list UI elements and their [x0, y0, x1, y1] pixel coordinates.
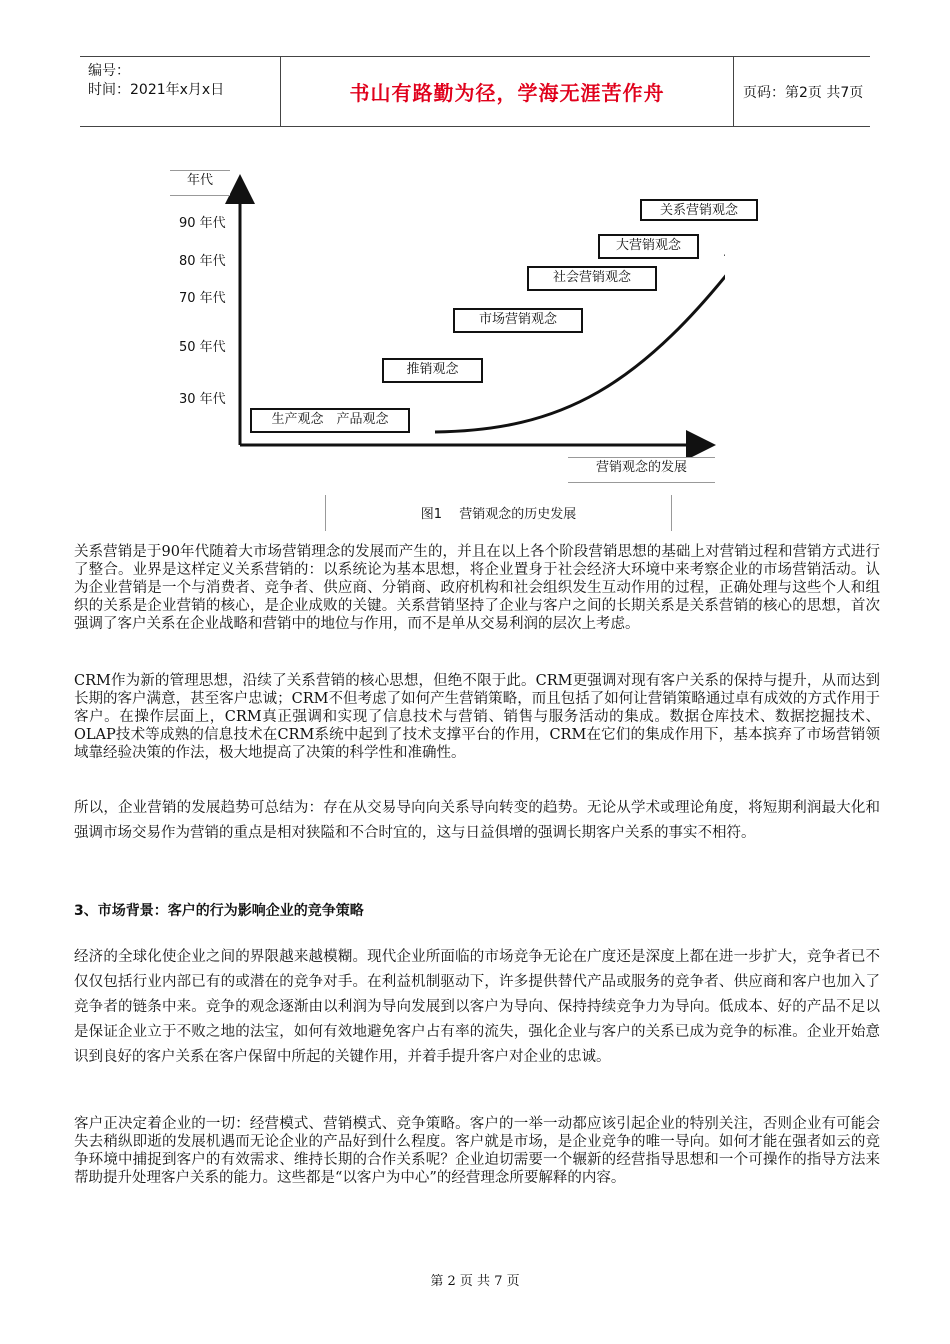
y-label-70s: 70 年代 [179, 291, 226, 306]
stage-societal-marketing: 社会营销观念 [527, 266, 657, 291]
document-time-label: 时间：2021年x月x日 [88, 82, 225, 98]
stage-marketing: 市场营销观念 [453, 308, 583, 333]
paragraph-trend: 所以，企业营销的发展趋势可总结为：存在从交易导向向关系导向转变的趋势。无论从学术或理论角度，将短期利润最大化和强调市场交易作为营销的重点是相对狭隘和不合时宜的，这与日益俱增的强调长期客户关系的事实不相符。 [74, 800, 880, 841]
document-number-label: 编号： [88, 63, 130, 79]
header-page-cell [733, 57, 870, 126]
x-axis-title: 营销观念的发展 [568, 457, 715, 483]
header-page-label: 页码：第2页 共7页 [743, 85, 864, 101]
stage-mega-marketing: 大营销观念 [598, 234, 699, 259]
y-label-30s: 30 年代 [179, 392, 226, 407]
figure-caption: 图1 营销观念的历史发展 [420, 507, 577, 522]
marketing-evolution-figure [165, 160, 738, 530]
page-footer [0, 1270, 950, 1289]
paragraph-globalization: 经济的全球化使企业之间的界限越来越模糊。现代企业所面临的市场竞争无论在广度还是深度上都在进一步扩大，竞争者已不仅仅包括行业内部已有的或潜在的竞争对手。在利益机制驱动下，许多提供替代产品或服务的竞争者、供应商和客户也加入了竞争者的链条中来。竞争的观念逐渐由以利润为导向发展到以客户为导向、保持持续竞争力为导向。低成本、好的产品不足以是保证企业立于不败之地的法宝，如何有效地避免客户占有率的流失，强化企业与客户的关系已成为竞争的标准。企业开始意识到良好的客户关系在客户保留中所起的关键作用，并着手提升客户对企业的忠诚。 [74, 949, 880, 1065]
y-axis-title: 年代 [170, 170, 230, 196]
paragraph-relationship-marketing: 关系营销是于90年代随着大市场营销理念的发展而产生的，并且在以上各个阶段营销思想的基础上对营销过程和营销方式进行了整合。业界是这样定义关系营销的：以系统论为基本思想，将企业置身于社会经济大环境中来考察企业的市场营销活动。认为企业营销是一个与消费者、竞争者、供应商、分销商、政府机构和社会组织发生互动作用的过程，正确处理与这些个人和组织的关系是企业营销的核心，是企业成败的关键。关系营销坚持了企业与客户之间的长期关系是关系营销的核心的思想，首次强调了客户关系在企业战略和营销中的地位与作用，而不是单从交易利润的层次上考虑。 [74, 544, 880, 632]
paragraph-crm: CRM作为新的管理思想，沿续了关系营销的核心思想，但绝不限于此。CRM更强调对现有客户关系的保持与提升，从而达到长期的客户满意，甚至客户忠诚；CRM不但考虑了如何产生营销策略，而且包括了如何让营销策略通过卓有成效的方式作用于客户。在操作层面上，CRM真正强调和实现了信息技术与营销、销售与服务活动的集成。数据仓库技术、数据挖掘技术、OLAP技术等成熟的信息技术在CRM系统中起到了技术支撑平台的作用，CRM在它们的集成作用下，基本摈弃了市场营销领域靠经验决策的作法，极大地提高了决策的科学性和准确性。 [74, 673, 880, 761]
header-info-cell [80, 57, 280, 126]
header-motto-cell [280, 57, 734, 126]
stage-relationship-marketing: 关系营销观念 [640, 199, 758, 221]
y-label-90s: 90 年代 [179, 216, 226, 231]
y-label-50s: 50 年代 [179, 340, 226, 355]
footer-page-number: 第 2 页 共 7 页 [430, 1274, 520, 1289]
figure-caption-frame [325, 495, 672, 531]
page-header [80, 56, 870, 127]
section-heading: 3、市场背景：客户的行为影响企业的竞争策略 [74, 903, 364, 919]
y-label-80s: 80 年代 [179, 254, 226, 269]
stage-selling: 推销观念 [382, 358, 483, 383]
paragraph-customer-centric: 客户正决定着企业的一切：经营模式、营销模式、竞争策略。客户的一举一动都应该引起企业的特别关注，否则企业有可能会失去稍纵即逝的发展机遇而无论企业的产品好到什么程度。客户就是市场，是企业竞争的唯一导向。如何才能在强者如云的竞争环境中捕捉到客户的有效需求、维持长期的合作关系呢？企业迫切需要一个辗新的经营指导思想和一个可操作的指导方法来帮助提升处理客户关系的能力。这些都是“以客户为中心”的经营理念所要解释的内容。 [74, 1116, 880, 1186]
header-motto: 书山有路勤为径，学海无涯苦作舟 [349, 81, 665, 105]
stage-production-product: 生产观念 产品观念 [250, 408, 410, 433]
